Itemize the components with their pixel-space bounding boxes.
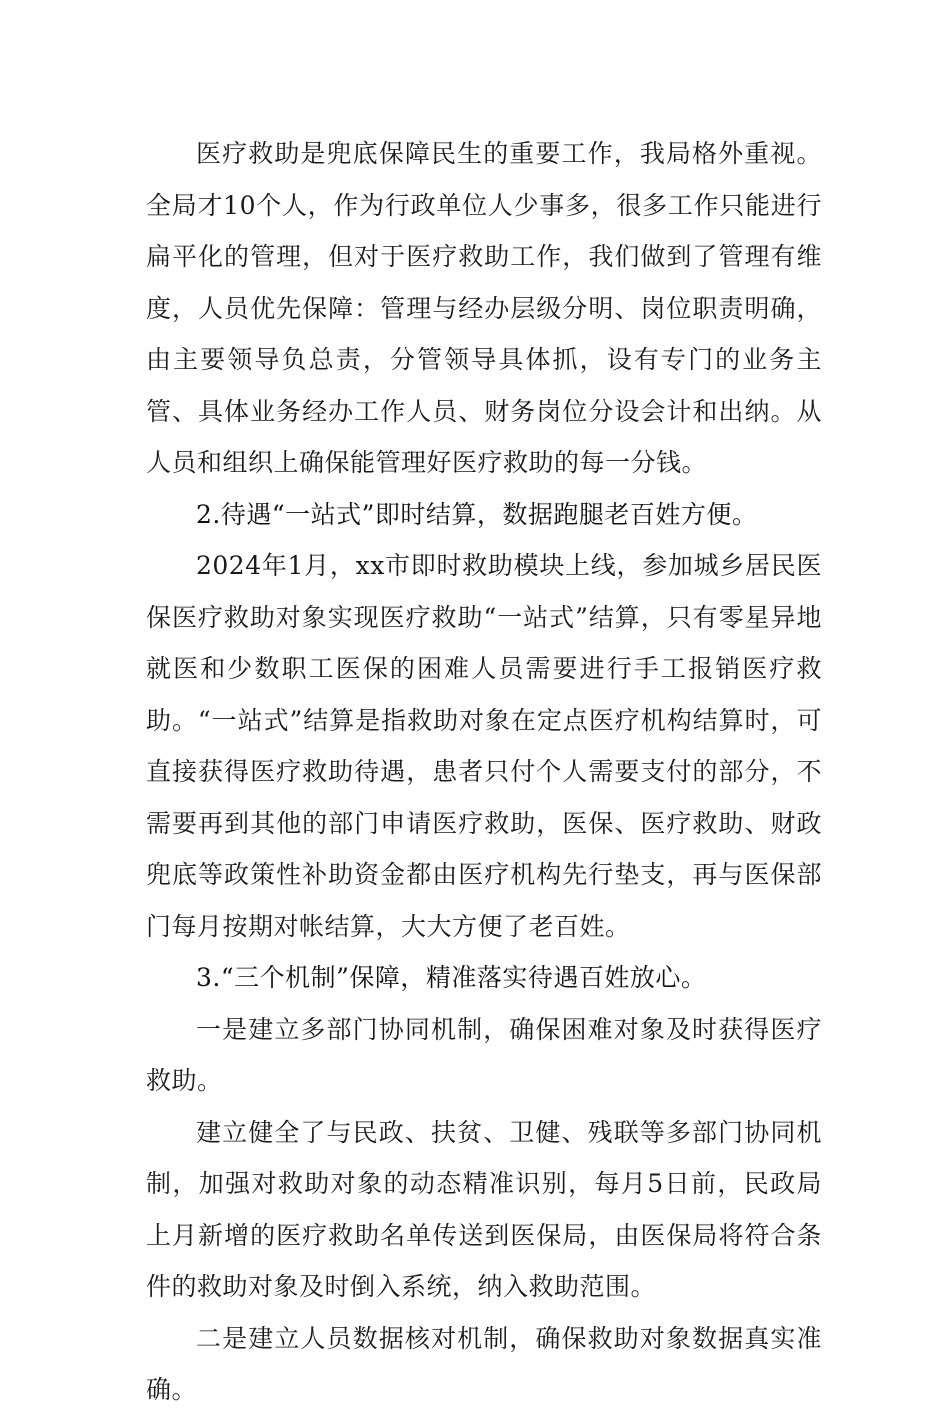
document-body [146,128,822,1416]
section-heading-three-mechanisms: 3.“三个机制”保障，精准落实待遇百姓放心。 [196,963,707,992]
subheading-multi-department-mechanism: 一是建立多部门协同机制，确保困难对象及时获得医疗救助。 [146,1014,822,1095]
paragraph-one-stop-settlement: 2024年1月，xx市即时救助模块上线，参加城乡居民医保医疗救助对象实现医疗救助“一站式”结算，只有零星异地就医和少数职工医保的困难人员需要进行手工报销医疗救助。“一站式”结算是指救助对象在定点医疗机构结算时，可直接获得医疗救助待遇，患者只付个人需要支付的部分，不需要再到其他的部门申请医疗救助，医保、医疗救助、财政兜底等政策性补助资金都由医疗机构先行垫支，再与医保部门每月按期对帐结算，大大方便了老百姓。 [146,551,822,941]
paragraph-multi-department-mechanism: 建立健全了与民政、扶贫、卫健、残联等多部门协同机制，加强对救助对象的动态精准识别，每月5日前，民政局上月新增的医疗救助名单传送到医保局，由医保局将符合条件的救助对象及时倒入系统，纳入救助范围。 [146,1117,822,1301]
paragraph-medical-aid-staffing: 医疗救助是兜底保障民生的重要工作，我局格外重视。全局才10个人，作为行政单位人少事多，很多工作只能进行扁平化的管理，但对于医疗救助工作，我们做到了管理有维度，人员优先保障：管理与经办层级分明、岗位职责明确，由主要领导负总责，分管领导具体抓，设有专门的业务主管、具体业务经办工作人员、财务岗位分设会计和出纳。从人员和组织上确保能管理好医疗救助的每一分钱。 [146,139,822,477]
subheading-data-verification-mechanism: 二是建立人员数据核对机制，确保救助对象数据真实准确。 [146,1323,822,1404]
section-heading-one-stop-settlement: 2.待遇“一站式”即时结算，数据跑腿老百姓方便。 [196,499,758,529]
